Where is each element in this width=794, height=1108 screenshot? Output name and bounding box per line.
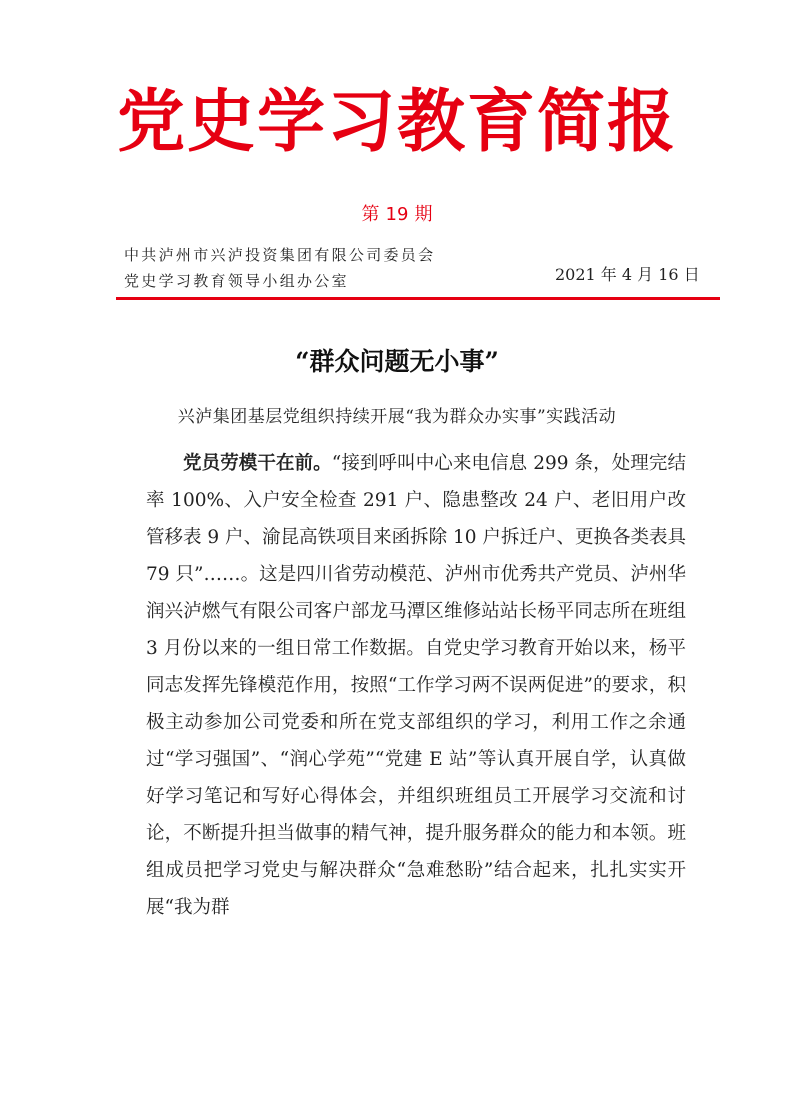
issue-value: 19 (385, 204, 409, 225)
issue-date: 2021 年 4 月 16 日 (555, 265, 700, 284)
article-paragraph: “接到呼叫中心来电信息 299 条，处理完结率 100%、入户安全检查 291 户、隐患整改 24 户、老旧用户改管移表 9 户、渝昆高铁项目来函拆除 10 户拆迁户、更换各类表具 79 只”……。这是四川省劳动模范、泸州市优秀共产党员、泸州华润兴泸燃气有限公司客户部龙马潭区维修站站长杨平同志所在班组 3 月份以来的一组日常工作数据。自党史学习教育开始以来，杨平同志发挥先锋模范作用，按照“工作学习两不误两促进”的要求，积极主动参加公司党委和所在党支部组织的学习，利用工作之余通过“学习强国”、“润心学苑”“党建 E 站”等认真开展自学，认真做好学习笔记和写好心得体会，并组织班组员工开展学习交流和讨论，不断提升担当做事的精气神，提升服务群众的能力和本领。班组成员把学习党史与解决群众“急难愁盼”结合起来，扎扎实实开展“我为群 (146, 453, 686, 918)
article-body (146, 445, 686, 926)
article-subtitle: 兴泸集团基层党组织持续开展“我为群众办实事”实践活动 (177, 407, 617, 427)
header-divider (116, 297, 720, 300)
issue-number (0, 200, 794, 226)
article-headline: “群众问题无小事” (295, 347, 499, 376)
issue-prefix: 第 (361, 204, 380, 225)
issuing-office: 党史学习教育领导小组办公室 (124, 272, 349, 290)
issuing-organization: 中共泸州市兴泸投资集团有限公司委员会 (124, 246, 436, 264)
issue-suffix: 期 (414, 204, 433, 225)
bulletin-masthead: 党史学习教育简报 (116, 82, 677, 162)
article-lead: 党员劳模干在前。 (183, 453, 332, 474)
